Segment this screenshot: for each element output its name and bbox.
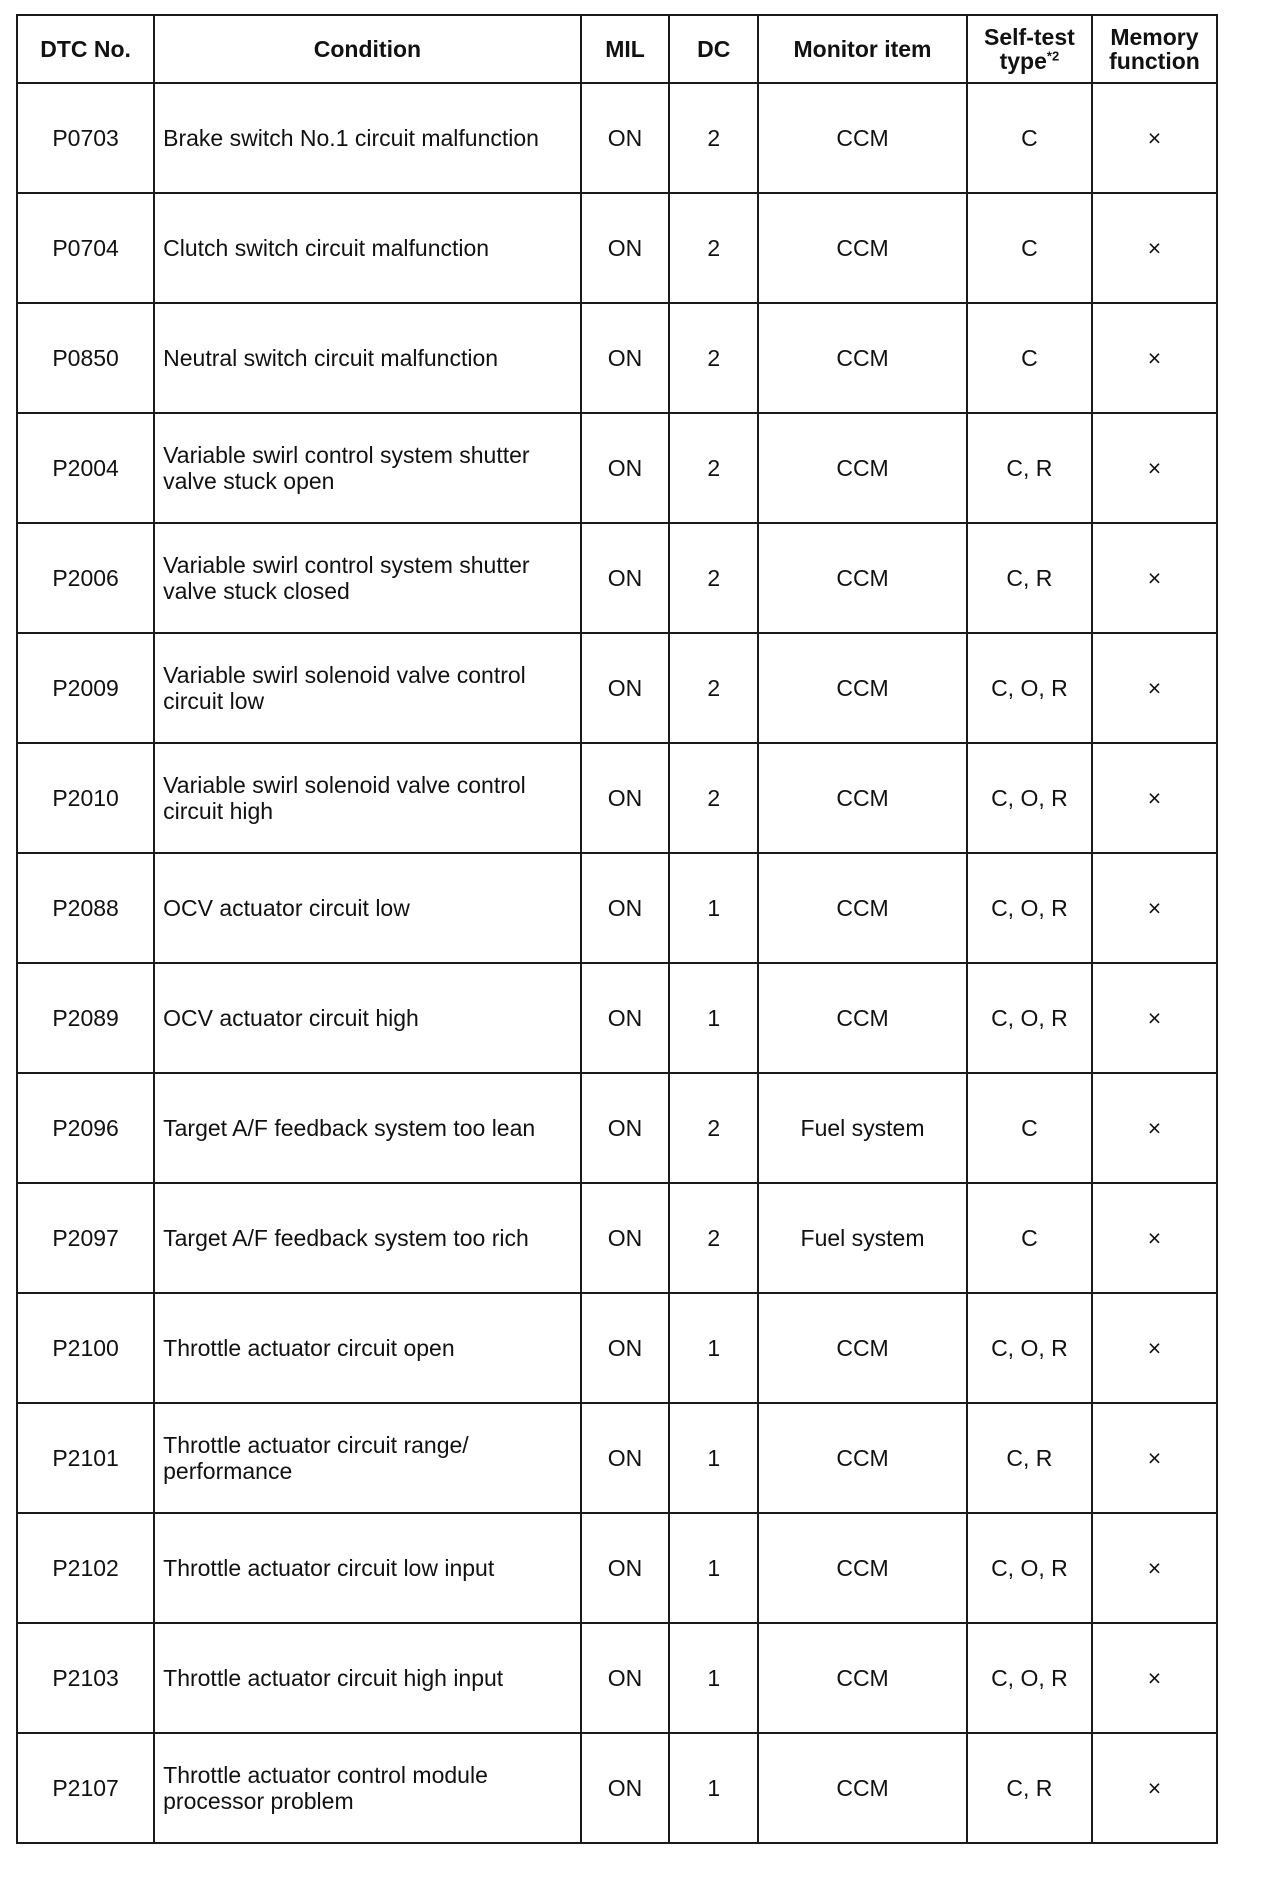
memory-function-cell: × xyxy=(1092,523,1217,633)
mil-cell: ON xyxy=(581,303,670,413)
condition-cell: Variable swirl solenoid valve control circuit low xyxy=(154,633,581,743)
mil-cell: ON xyxy=(581,523,670,633)
dtc-code-cell: P2010 xyxy=(17,743,154,853)
dc-cell: 2 xyxy=(669,1073,758,1183)
memory-function-cell: × xyxy=(1092,1073,1217,1183)
monitor-item-cell: Fuel system xyxy=(758,1183,967,1293)
dc-cell: 1 xyxy=(669,1293,758,1403)
self-test-type-cell: C, O, R xyxy=(967,1513,1092,1623)
dtc-code-cell: P2088 xyxy=(17,853,154,963)
memory-function-cell: × xyxy=(1092,193,1217,303)
footnote-marker: *2 xyxy=(1046,48,1060,64)
mil-cell: ON xyxy=(581,83,670,193)
header-mil: MIL xyxy=(581,15,670,83)
mil-cell: ON xyxy=(581,1293,670,1403)
condition-cell: OCV actuator circuit low xyxy=(154,853,581,963)
header-monitor: Monitor item xyxy=(758,15,967,83)
dtc-code-cell: P0704 xyxy=(17,193,154,303)
self-test-type-cell: C, R xyxy=(967,413,1092,523)
condition-cell: OCV actuator circuit high xyxy=(154,963,581,1073)
dtc-code-cell: P2096 xyxy=(17,1073,154,1183)
mil-cell: ON xyxy=(581,1733,670,1843)
memory-function-cell: × xyxy=(1092,1293,1217,1403)
monitor-item-cell: CCM xyxy=(758,853,967,963)
memory-function-cell: × xyxy=(1092,83,1217,193)
dc-cell: 1 xyxy=(669,1513,758,1623)
mil-cell: ON xyxy=(581,1623,670,1733)
table-body xyxy=(17,83,1217,1843)
dc-cell: 1 xyxy=(669,1403,758,1513)
table-row xyxy=(17,193,1217,303)
monitor-item-cell: CCM xyxy=(758,83,967,193)
dc-cell: 2 xyxy=(669,193,758,303)
memory-function-cell: × xyxy=(1092,743,1217,853)
mil-cell: ON xyxy=(581,1183,670,1293)
mil-cell: ON xyxy=(581,1513,670,1623)
memory-function-cell: × xyxy=(1092,853,1217,963)
condition-cell: Neutral switch circuit malfunction xyxy=(154,303,581,413)
mil-cell: ON xyxy=(581,853,670,963)
header-selftest-line2: type xyxy=(999,48,1047,74)
dc-cell: 2 xyxy=(669,523,758,633)
dc-cell: 2 xyxy=(669,303,758,413)
memory-function-cell: × xyxy=(1092,633,1217,743)
table-row xyxy=(17,1183,1217,1293)
dc-cell: 1 xyxy=(669,1733,758,1843)
dtc-code-cell: P2102 xyxy=(17,1513,154,1623)
monitor-item-cell: CCM xyxy=(758,193,967,303)
table-row xyxy=(17,633,1217,743)
monitor-item-cell: CCM xyxy=(758,303,967,413)
table-row xyxy=(17,853,1217,963)
mil-cell: ON xyxy=(581,1073,670,1183)
dtc-code-cell: P2004 xyxy=(17,413,154,523)
dc-cell: 2 xyxy=(669,413,758,523)
header-memory-line2: function xyxy=(1109,48,1200,74)
self-test-type-cell: C, R xyxy=(967,1733,1092,1843)
monitor-item-cell: Fuel system xyxy=(758,1073,967,1183)
dtc-code-cell: P2107 xyxy=(17,1733,154,1843)
condition-cell: Throttle actuator circuit open xyxy=(154,1293,581,1403)
mil-cell: ON xyxy=(581,743,670,853)
memory-function-cell: × xyxy=(1092,303,1217,413)
monitor-item-cell: CCM xyxy=(758,413,967,523)
dtc-code-cell: P0703 xyxy=(17,83,154,193)
dtc-code-cell: P2100 xyxy=(17,1293,154,1403)
header-memory xyxy=(1092,15,1217,83)
condition-cell: Target A/F feedback system too lean xyxy=(154,1073,581,1183)
monitor-item-cell: CCM xyxy=(758,743,967,853)
condition-cell: Variable swirl control system shutter valve stuck open xyxy=(154,413,581,523)
self-test-type-cell: C xyxy=(967,303,1092,413)
condition-cell: Throttle actuator circuit range/ performance xyxy=(154,1403,581,1513)
self-test-type-cell: C, O, R xyxy=(967,1293,1092,1403)
condition-cell: Target A/F feedback system too rich xyxy=(154,1183,581,1293)
dc-cell: 1 xyxy=(669,853,758,963)
mil-cell: ON xyxy=(581,633,670,743)
header-selftest xyxy=(967,15,1092,83)
header-condition: Condition xyxy=(154,15,581,83)
self-test-type-cell: C, O, R xyxy=(967,633,1092,743)
header-dtc: DTC No. xyxy=(17,15,154,83)
dtc-code-cell: P2089 xyxy=(17,963,154,1073)
dtc-code-cell: P2097 xyxy=(17,1183,154,1293)
header-row xyxy=(17,15,1217,83)
table-row xyxy=(17,743,1217,853)
table-row xyxy=(17,1293,1217,1403)
table-row xyxy=(17,1623,1217,1733)
header-memory-line1: Memory xyxy=(1110,23,1199,50)
monitor-item-cell: CCM xyxy=(758,1733,967,1843)
monitor-item-cell: CCM xyxy=(758,1623,967,1733)
header-dc: DC xyxy=(669,15,758,83)
dc-cell: 2 xyxy=(669,633,758,743)
condition-cell: Clutch switch circuit malfunction xyxy=(154,193,581,303)
dc-cell: 1 xyxy=(669,1623,758,1733)
self-test-type-cell: C, O, R xyxy=(967,853,1092,963)
self-test-type-cell: C xyxy=(967,1073,1092,1183)
table-row xyxy=(17,303,1217,413)
dc-cell: 1 xyxy=(669,963,758,1073)
memory-function-cell: × xyxy=(1092,1733,1217,1843)
dtc-code-cell: P2006 xyxy=(17,523,154,633)
dc-cell: 2 xyxy=(669,83,758,193)
dtc-table xyxy=(16,14,1218,1844)
table-row xyxy=(17,1513,1217,1623)
dc-cell: 2 xyxy=(669,1183,758,1293)
condition-cell: Variable swirl solenoid valve control circuit high xyxy=(154,743,581,853)
condition-cell: Throttle actuator circuit high input xyxy=(154,1623,581,1733)
dtc-code-cell: P2101 xyxy=(17,1403,154,1513)
memory-function-cell: × xyxy=(1092,1513,1217,1623)
dtc-code-cell: P2009 xyxy=(17,633,154,743)
table-row xyxy=(17,523,1217,633)
mil-cell: ON xyxy=(581,963,670,1073)
dtc-code-cell: P2103 xyxy=(17,1623,154,1733)
table-row xyxy=(17,83,1217,193)
monitor-item-cell: CCM xyxy=(758,963,967,1073)
self-test-type-cell: C xyxy=(967,83,1092,193)
self-test-type-cell: C, R xyxy=(967,523,1092,633)
monitor-item-cell: CCM xyxy=(758,1403,967,1513)
dc-cell: 2 xyxy=(669,743,758,853)
memory-function-cell: × xyxy=(1092,1403,1217,1513)
header-selftest-line1: Self-test xyxy=(984,23,1075,50)
memory-function-cell: × xyxy=(1092,413,1217,523)
condition-cell: Throttle actuator control module processor problem xyxy=(154,1733,581,1843)
mil-cell: ON xyxy=(581,193,670,303)
dtc-code-cell: P0850 xyxy=(17,303,154,413)
condition-cell: Throttle actuator circuit low input xyxy=(154,1513,581,1623)
memory-function-cell: × xyxy=(1092,1183,1217,1293)
self-test-type-cell: C, O, R xyxy=(967,1623,1092,1733)
monitor-item-cell: CCM xyxy=(758,523,967,633)
self-test-type-cell: C xyxy=(967,1183,1092,1293)
monitor-item-cell: CCM xyxy=(758,1513,967,1623)
self-test-type-cell: C, O, R xyxy=(967,963,1092,1073)
self-test-type-cell: C, O, R xyxy=(967,743,1092,853)
table-row xyxy=(17,963,1217,1073)
condition-cell: Brake switch No.1 circuit malfunction xyxy=(154,83,581,193)
monitor-item-cell: CCM xyxy=(758,633,967,743)
mil-cell: ON xyxy=(581,1403,670,1513)
self-test-type-cell: C, R xyxy=(967,1403,1092,1513)
table-row xyxy=(17,1073,1217,1183)
table-row xyxy=(17,1403,1217,1513)
mil-cell: ON xyxy=(581,413,670,523)
memory-function-cell: × xyxy=(1092,1623,1217,1733)
table-row xyxy=(17,413,1217,523)
memory-function-cell: × xyxy=(1092,963,1217,1073)
self-test-type-cell: C xyxy=(967,193,1092,303)
condition-cell: Variable swirl control system shutter valve stuck closed xyxy=(154,523,581,633)
monitor-item-cell: CCM xyxy=(758,1293,967,1403)
table-row xyxy=(17,1733,1217,1843)
table-header xyxy=(17,15,1217,83)
